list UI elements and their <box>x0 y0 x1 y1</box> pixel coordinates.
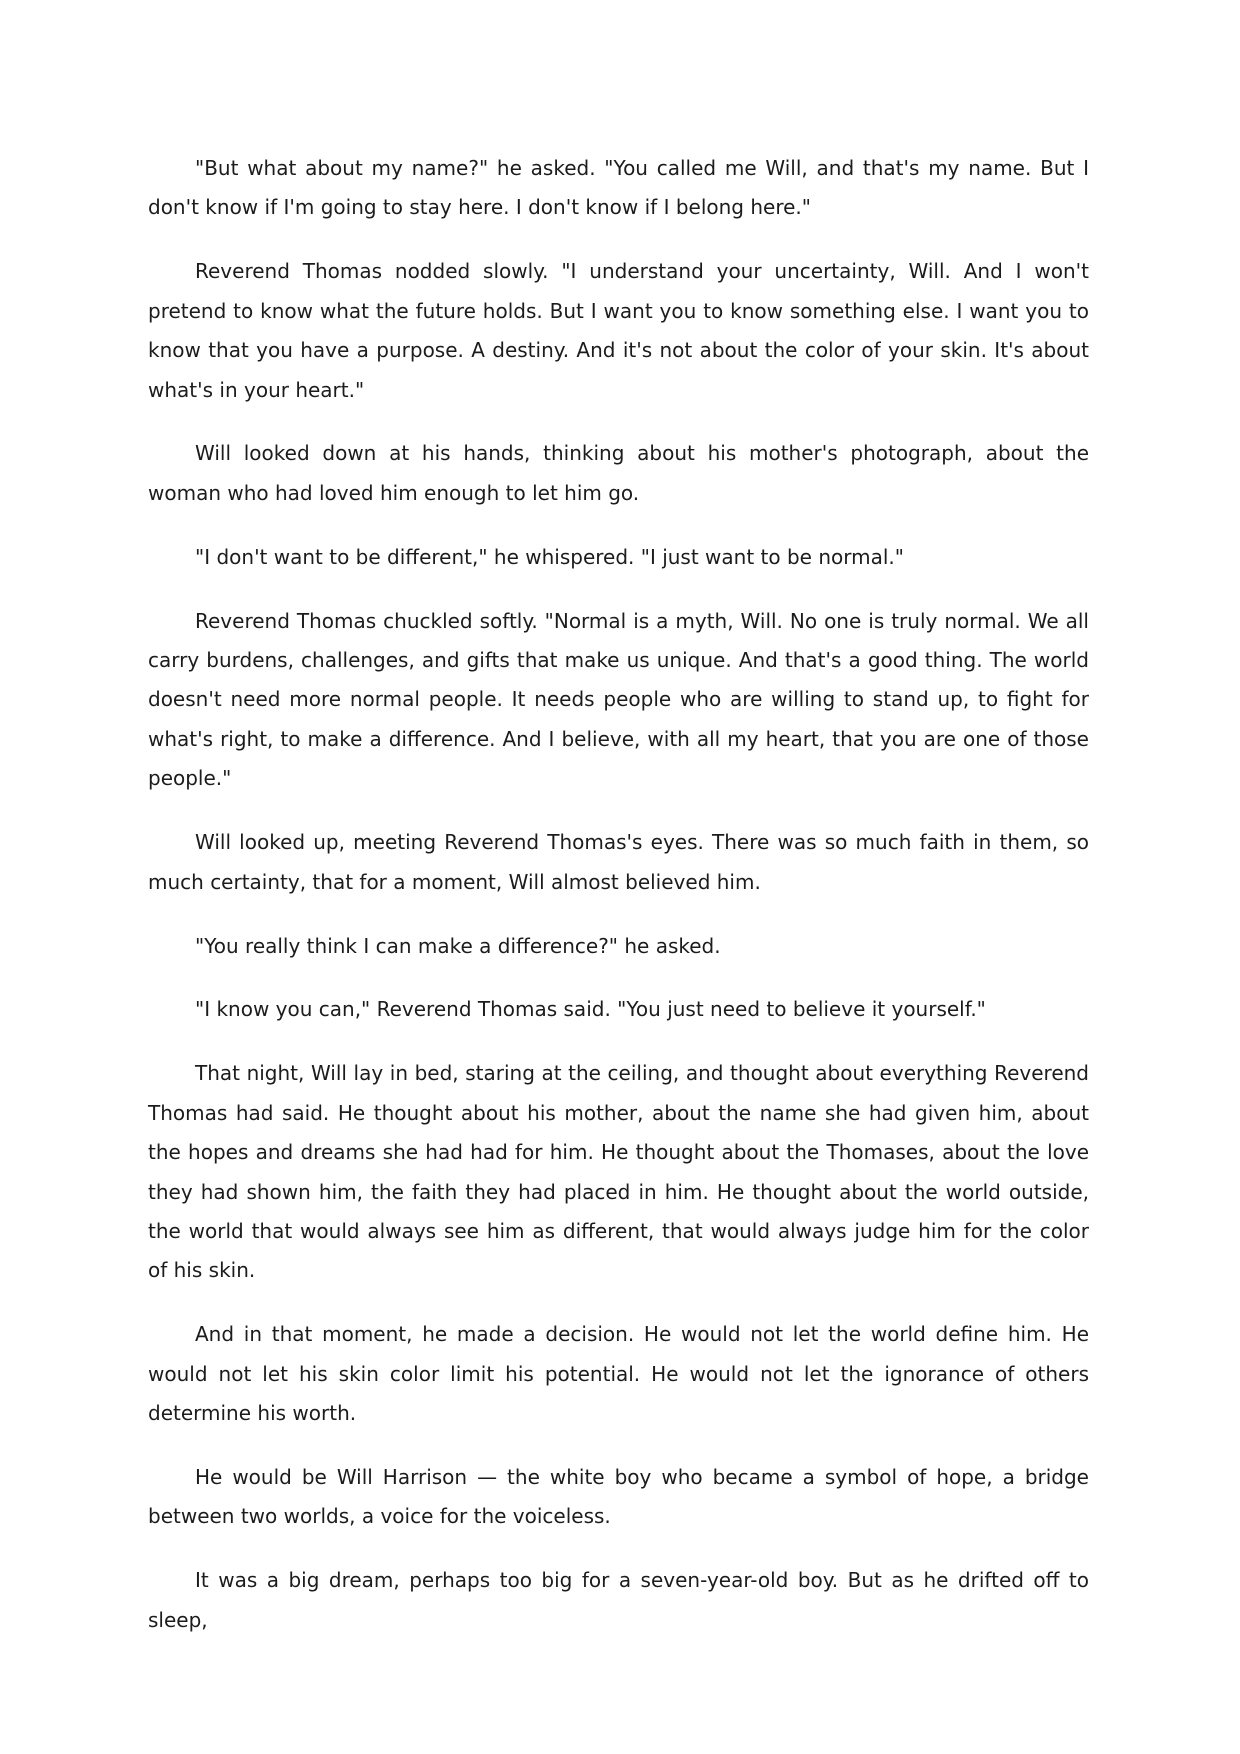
paragraph: "You really think I can make a difference?" he asked. <box>195 933 721 958</box>
paragraph: Reverend Thomas nodded slowly. "I understand your uncertainty, Will. And I won't pretend to know what the future holds. But I want you to know something else. I want you to know that you have a purpose. A destiny. And it's not about the color of your skin. It's about what's in your heart." <box>148 259 1089 402</box>
paragraph: And in that moment, he made a decision. He would not let the world define him. He would not let his skin color limit his potential. He would not let the ignorance of others determine his worth. <box>148 1322 1089 1426</box>
paragraph: That night, Will lay in bed, staring at the ceiling, and thought about everything Reverend Thomas had said. He thought about his mother, about the name she had given him, about the hopes and dreams she had had for him. He thought about the Thomases, about the love they had shown him, the faith they had placed in him. He thought about the world outside, the world that would always see him as different, that would always judge him for the color of his skin. <box>148 1061 1089 1283</box>
paragraph: Will looked up, meeting Reverend Thomas's eyes. There was so much faith in them, so much certainty, that for a moment, Will almost believed him. <box>148 830 1089 894</box>
paragraph: "I know you can," Reverend Thomas said. "You just need to believe it yourself." <box>195 997 986 1022</box>
paragraph: It was a big dream, perhaps too big for a seven-year-old boy. But as he drifted off to sleep, <box>148 1568 1089 1632</box>
paragraph: Will looked down at his hands, thinking about his mother's photograph, about the woman who had loved him enough to let him go. <box>148 441 1089 505</box>
document-body <box>148 149 1089 1665</box>
paragraph: "But what about my name?" he asked. "You called me Will, and that's my name. But I don't know if I'm going to stay here. I don't know if I belong here." <box>148 156 1089 220</box>
paragraph: He would be Will Harrison — the white boy who became a symbol of hope, a bridge between two worlds, a voice for the voiceless. <box>148 1464 1089 1529</box>
paragraph: "I don't want to be different," he whispered. "I just want to be normal." <box>195 544 904 569</box>
paragraph: Reverend Thomas chuckled softly. "Normal is a myth, Will. No one is truly normal. We all carry burdens, challenges, and gifts that make us unique. And that's a good thing. The world doesn't need more normal people. It needs people who are willing to stand up, to fight for what's right, to make a difference. And I believe, with all my heart, that you are one of those people." <box>148 608 1089 791</box>
